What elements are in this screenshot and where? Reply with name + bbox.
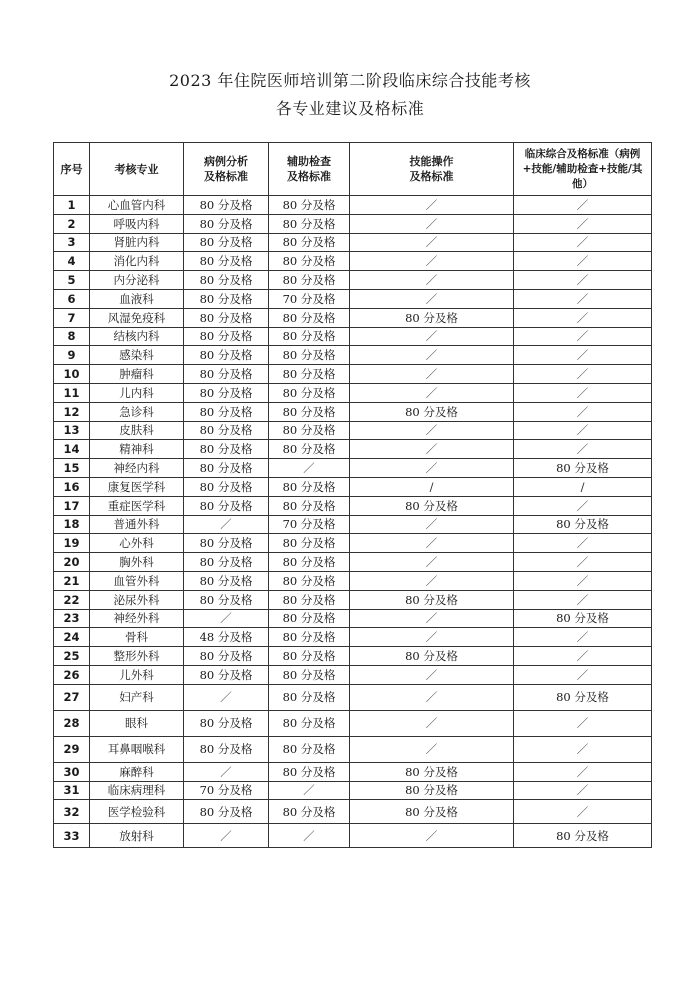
row-case-analysis: 80 分及格 xyxy=(184,571,269,590)
table-row xyxy=(54,233,652,252)
row-skill-operation: ／ xyxy=(350,628,514,647)
row-skill-operation: ／ xyxy=(350,271,514,290)
row-specialty: 妇产科 xyxy=(90,684,184,710)
row-skill-operation: ／ xyxy=(350,365,514,384)
row-skill-operation: ／ xyxy=(350,252,514,271)
row-auxiliary-exam: 80 分及格 xyxy=(269,762,350,781)
table-row xyxy=(54,534,652,553)
row-auxiliary-exam: 80 分及格 xyxy=(269,196,350,215)
table-row xyxy=(54,710,652,736)
row-specialty: 消化内科 xyxy=(90,252,184,271)
row-auxiliary-exam: 80 分及格 xyxy=(269,665,350,684)
document-title-line-1: 2023 年住院医师培训第二阶段临床综合技能考核 xyxy=(169,71,531,90)
header-auxiliary-exam: 辅助检查 及格标准 xyxy=(269,143,350,196)
row-auxiliary-exam: 80 分及格 xyxy=(269,496,350,515)
row-auxiliary-exam: 70 分及格 xyxy=(269,289,350,308)
header-index: 序号 xyxy=(54,143,90,196)
row-skill-operation: ／ xyxy=(350,214,514,233)
row-clinical-comprehensive: ／ xyxy=(514,421,652,440)
row-case-analysis: ／ xyxy=(184,684,269,710)
table-row xyxy=(54,684,652,710)
row-specialty: 放射科 xyxy=(90,824,184,848)
row-auxiliary-exam: 80 分及格 xyxy=(269,365,350,384)
row-index: 14 xyxy=(54,440,90,459)
row-case-analysis: 80 分及格 xyxy=(184,402,269,421)
row-skill-operation: 80 分及格 xyxy=(350,781,514,800)
row-specialty: 重症医学科 xyxy=(90,496,184,515)
table-row xyxy=(54,365,652,384)
row-specialty: 神经外科 xyxy=(90,609,184,628)
row-case-analysis: 80 分及格 xyxy=(184,710,269,736)
row-case-analysis: 80 分及格 xyxy=(184,736,269,762)
row-case-analysis: ／ xyxy=(184,609,269,628)
row-auxiliary-exam: 80 分及格 xyxy=(269,736,350,762)
row-skill-operation: 80 分及格 xyxy=(350,762,514,781)
row-auxiliary-exam: 80 分及格 xyxy=(269,233,350,252)
row-specialty: 儿内科 xyxy=(90,383,184,402)
row-case-analysis: 80 分及格 xyxy=(184,553,269,572)
table-row xyxy=(54,800,652,824)
row-specialty: 血管外科 xyxy=(90,571,184,590)
row-skill-operation: ／ xyxy=(350,515,514,534)
row-clinical-comprehensive: ／ xyxy=(514,271,652,290)
table-row xyxy=(54,496,652,515)
row-index: 16 xyxy=(54,477,90,496)
row-skill-operation: ／ xyxy=(350,196,514,215)
row-clinical-comprehensive: ／ xyxy=(514,647,652,666)
row-clinical-comprehensive: ／ xyxy=(514,665,652,684)
row-index: 20 xyxy=(54,553,90,572)
header-skill-operation: 技能操作 及格标准 xyxy=(350,143,514,196)
table-row xyxy=(54,590,652,609)
row-auxiliary-exam: ／ xyxy=(269,459,350,478)
row-clinical-comprehensive: ／ xyxy=(514,327,652,346)
row-skill-operation: ／ xyxy=(350,289,514,308)
row-index: 11 xyxy=(54,383,90,402)
row-specialty: 麻醉科 xyxy=(90,762,184,781)
row-skill-operation: / xyxy=(350,477,514,496)
row-auxiliary-exam: 80 分及格 xyxy=(269,440,350,459)
row-index: 10 xyxy=(54,365,90,384)
row-index: 3 xyxy=(54,233,90,252)
row-index: 27 xyxy=(54,684,90,710)
row-clinical-comprehensive: ／ xyxy=(514,781,652,800)
row-specialty: 整形外科 xyxy=(90,647,184,666)
row-index: 23 xyxy=(54,609,90,628)
row-clinical-comprehensive: 80 分及格 xyxy=(514,684,652,710)
row-specialty: 骨科 xyxy=(90,628,184,647)
row-specialty: 康复医学科 xyxy=(90,477,184,496)
row-specialty: 耳鼻咽喉科 xyxy=(90,736,184,762)
standards-table xyxy=(53,142,652,848)
row-skill-operation: 80 分及格 xyxy=(350,800,514,824)
row-skill-operation: ／ xyxy=(350,327,514,346)
row-auxiliary-exam: 80 分及格 xyxy=(269,628,350,647)
row-clinical-comprehensive: ／ xyxy=(514,402,652,421)
row-clinical-comprehensive: ／ xyxy=(514,196,652,215)
row-case-analysis: 80 分及格 xyxy=(184,196,269,215)
row-specialty: 普通外科 xyxy=(90,515,184,534)
row-index: 1 xyxy=(54,196,90,215)
table-row xyxy=(54,383,652,402)
row-case-analysis: 80 分及格 xyxy=(184,327,269,346)
row-case-analysis: 80 分及格 xyxy=(184,346,269,365)
row-case-analysis: 80 分及格 xyxy=(184,252,269,271)
header-specialty: 考核专业 xyxy=(90,143,184,196)
row-case-analysis: 80 分及格 xyxy=(184,365,269,384)
row-auxiliary-exam: 80 分及格 xyxy=(269,553,350,572)
row-specialty: 心血管内科 xyxy=(90,196,184,215)
row-auxiliary-exam: 80 分及格 xyxy=(269,308,350,327)
row-auxiliary-exam: 80 分及格 xyxy=(269,647,350,666)
row-skill-operation: ／ xyxy=(350,459,514,478)
row-case-analysis: ／ xyxy=(184,762,269,781)
row-auxiliary-exam: 80 分及格 xyxy=(269,383,350,402)
row-index: 7 xyxy=(54,308,90,327)
table-row xyxy=(54,781,652,800)
row-specialty: 医学检验科 xyxy=(90,800,184,824)
row-specialty: 血液科 xyxy=(90,289,184,308)
table-row xyxy=(54,609,652,628)
row-clinical-comprehensive: ／ xyxy=(514,710,652,736)
table-row xyxy=(54,736,652,762)
row-index: 24 xyxy=(54,628,90,647)
row-clinical-comprehensive: ／ xyxy=(514,346,652,365)
row-skill-operation: 80 分及格 xyxy=(350,590,514,609)
row-case-analysis: 80 分及格 xyxy=(184,590,269,609)
table-row xyxy=(54,665,652,684)
table-row xyxy=(54,477,652,496)
table-row xyxy=(54,308,652,327)
row-case-analysis: 80 分及格 xyxy=(184,496,269,515)
row-case-analysis: 80 分及格 xyxy=(184,308,269,327)
row-index: 8 xyxy=(54,327,90,346)
table-body xyxy=(54,196,652,848)
row-index: 26 xyxy=(54,665,90,684)
row-clinical-comprehensive: ／ xyxy=(514,308,652,327)
table-row xyxy=(54,762,652,781)
row-skill-operation: ／ xyxy=(350,736,514,762)
row-case-analysis: 80 分及格 xyxy=(184,271,269,290)
row-index: 25 xyxy=(54,647,90,666)
row-index: 30 xyxy=(54,762,90,781)
row-index: 21 xyxy=(54,571,90,590)
row-specialty: 急诊科 xyxy=(90,402,184,421)
row-case-analysis: 80 分及格 xyxy=(184,440,269,459)
row-clinical-comprehensive: ／ xyxy=(514,553,652,572)
row-auxiliary-exam: 80 分及格 xyxy=(269,346,350,365)
row-index: 31 xyxy=(54,781,90,800)
table-row xyxy=(54,553,652,572)
row-clinical-comprehensive: ／ xyxy=(514,736,652,762)
row-skill-operation: ／ xyxy=(350,421,514,440)
row-auxiliary-exam: 80 分及格 xyxy=(269,252,350,271)
table-row xyxy=(54,214,652,233)
header-case-analysis: 病例分析 及格标准 xyxy=(184,143,269,196)
row-case-analysis: 70 分及格 xyxy=(184,781,269,800)
row-specialty: 临床病理科 xyxy=(90,781,184,800)
row-clinical-comprehensive: ／ xyxy=(514,440,652,459)
row-case-analysis: 80 分及格 xyxy=(184,214,269,233)
row-auxiliary-exam: 80 分及格 xyxy=(269,800,350,824)
row-specialty: 胸外科 xyxy=(90,553,184,572)
row-index: 28 xyxy=(54,710,90,736)
row-specialty: 儿外科 xyxy=(90,665,184,684)
row-skill-operation: ／ xyxy=(350,346,514,365)
row-case-analysis: 48 分及格 xyxy=(184,628,269,647)
row-clinical-comprehensive: ／ xyxy=(514,762,652,781)
row-specialty: 呼吸内科 xyxy=(90,214,184,233)
row-case-analysis: 80 分及格 xyxy=(184,421,269,440)
row-index: 17 xyxy=(54,496,90,515)
row-specialty: 结核内科 xyxy=(90,327,184,346)
table-row xyxy=(54,421,652,440)
row-specialty: 感染科 xyxy=(90,346,184,365)
row-specialty: 肿瘤科 xyxy=(90,365,184,384)
row-index: 5 xyxy=(54,271,90,290)
table-row xyxy=(54,571,652,590)
table-row xyxy=(54,327,652,346)
row-auxiliary-exam: ／ xyxy=(269,824,350,848)
row-case-analysis: 80 分及格 xyxy=(184,665,269,684)
table-row xyxy=(54,289,652,308)
row-index: 19 xyxy=(54,534,90,553)
row-index: 18 xyxy=(54,515,90,534)
table-row xyxy=(54,196,652,215)
row-specialty: 泌尿外科 xyxy=(90,590,184,609)
row-clinical-comprehensive: 80 分及格 xyxy=(514,459,652,478)
row-skill-operation: 80 分及格 xyxy=(350,308,514,327)
row-clinical-comprehensive: ／ xyxy=(514,365,652,384)
row-specialty: 心外科 xyxy=(90,534,184,553)
row-case-analysis: 80 分及格 xyxy=(184,647,269,666)
row-clinical-comprehensive: ／ xyxy=(514,534,652,553)
row-specialty: 精神科 xyxy=(90,440,184,459)
row-index: 6 xyxy=(54,289,90,308)
row-index: 9 xyxy=(54,346,90,365)
row-clinical-comprehensive: 80 分及格 xyxy=(514,824,652,848)
row-skill-operation: ／ xyxy=(350,571,514,590)
row-case-analysis: ／ xyxy=(184,824,269,848)
row-clinical-comprehensive: ／ xyxy=(514,252,652,271)
table-row xyxy=(54,346,652,365)
row-specialty: 肾脏内科 xyxy=(90,233,184,252)
row-skill-operation: ／ xyxy=(350,233,514,252)
row-skill-operation: 80 分及格 xyxy=(350,496,514,515)
row-skill-operation: ／ xyxy=(350,665,514,684)
table-row xyxy=(54,824,652,848)
document-title-line-2: 各专业建议及格标准 xyxy=(275,99,425,118)
row-case-analysis: ／ xyxy=(184,515,269,534)
row-auxiliary-exam: 80 分及格 xyxy=(269,327,350,346)
row-skill-operation: 80 分及格 xyxy=(350,647,514,666)
row-clinical-comprehensive: 80 分及格 xyxy=(514,609,652,628)
row-clinical-comprehensive: ／ xyxy=(514,571,652,590)
header-clinical-comprehensive: 临床综合及格标准（病例+技能/辅助检查+技能/其他） xyxy=(514,143,652,196)
row-index: 29 xyxy=(54,736,90,762)
row-clinical-comprehensive: ／ xyxy=(514,289,652,308)
row-auxiliary-exam: 80 分及格 xyxy=(269,609,350,628)
row-skill-operation: ／ xyxy=(350,684,514,710)
table-row xyxy=(54,628,652,647)
row-case-analysis: 80 分及格 xyxy=(184,383,269,402)
row-clinical-comprehensive: 80 分及格 xyxy=(514,515,652,534)
row-specialty: 皮肤科 xyxy=(90,421,184,440)
row-skill-operation: ／ xyxy=(350,440,514,459)
row-auxiliary-exam: ／ xyxy=(269,781,350,800)
row-auxiliary-exam: 80 分及格 xyxy=(269,214,350,233)
row-specialty: 神经内科 xyxy=(90,459,184,478)
row-auxiliary-exam: 80 分及格 xyxy=(269,590,350,609)
table-row xyxy=(54,440,652,459)
row-case-analysis: 80 分及格 xyxy=(184,477,269,496)
table-row xyxy=(54,515,652,534)
row-skill-operation: ／ xyxy=(350,553,514,572)
row-auxiliary-exam: 80 分及格 xyxy=(269,571,350,590)
row-clinical-comprehensive: / xyxy=(514,477,652,496)
row-case-analysis: 80 分及格 xyxy=(184,459,269,478)
row-clinical-comprehensive: ／ xyxy=(514,800,652,824)
row-clinical-comprehensive: ／ xyxy=(514,233,652,252)
row-case-analysis: 80 分及格 xyxy=(184,289,269,308)
row-index: 33 xyxy=(54,824,90,848)
row-index: 32 xyxy=(54,800,90,824)
row-auxiliary-exam: 80 分及格 xyxy=(269,534,350,553)
row-skill-operation: 80 分及格 xyxy=(350,402,514,421)
row-index: 12 xyxy=(54,402,90,421)
row-auxiliary-exam: 80 分及格 xyxy=(269,684,350,710)
row-case-analysis: 80 分及格 xyxy=(184,534,269,553)
table-row xyxy=(54,252,652,271)
table-row xyxy=(54,271,652,290)
row-auxiliary-exam: 80 分及格 xyxy=(269,421,350,440)
table-row xyxy=(54,402,652,421)
row-case-analysis: 80 分及格 xyxy=(184,233,269,252)
row-index: 13 xyxy=(54,421,90,440)
row-specialty: 风湿免疫科 xyxy=(90,308,184,327)
row-auxiliary-exam: 80 分及格 xyxy=(269,477,350,496)
table-row xyxy=(54,459,652,478)
row-auxiliary-exam: 70 分及格 xyxy=(269,515,350,534)
row-specialty: 眼科 xyxy=(90,710,184,736)
row-clinical-comprehensive: ／ xyxy=(514,383,652,402)
table-header xyxy=(54,143,652,196)
row-clinical-comprehensive: ／ xyxy=(514,496,652,515)
row-skill-operation: ／ xyxy=(350,609,514,628)
row-clinical-comprehensive: ／ xyxy=(514,214,652,233)
row-index: 22 xyxy=(54,590,90,609)
row-skill-operation: ／ xyxy=(350,534,514,553)
row-clinical-comprehensive: ／ xyxy=(514,628,652,647)
row-auxiliary-exam: 80 分及格 xyxy=(269,710,350,736)
row-skill-operation: ／ xyxy=(350,383,514,402)
row-index: 2 xyxy=(54,214,90,233)
row-auxiliary-exam: 80 分及格 xyxy=(269,271,350,290)
row-auxiliary-exam: 80 分及格 xyxy=(269,402,350,421)
row-index: 4 xyxy=(54,252,90,271)
row-clinical-comprehensive: ／ xyxy=(514,590,652,609)
row-case-analysis: 80 分及格 xyxy=(184,800,269,824)
row-index: 15 xyxy=(54,459,90,478)
table-row xyxy=(54,647,652,666)
row-specialty: 内分泌科 xyxy=(90,271,184,290)
row-skill-operation: ／ xyxy=(350,824,514,848)
row-skill-operation: ／ xyxy=(350,710,514,736)
